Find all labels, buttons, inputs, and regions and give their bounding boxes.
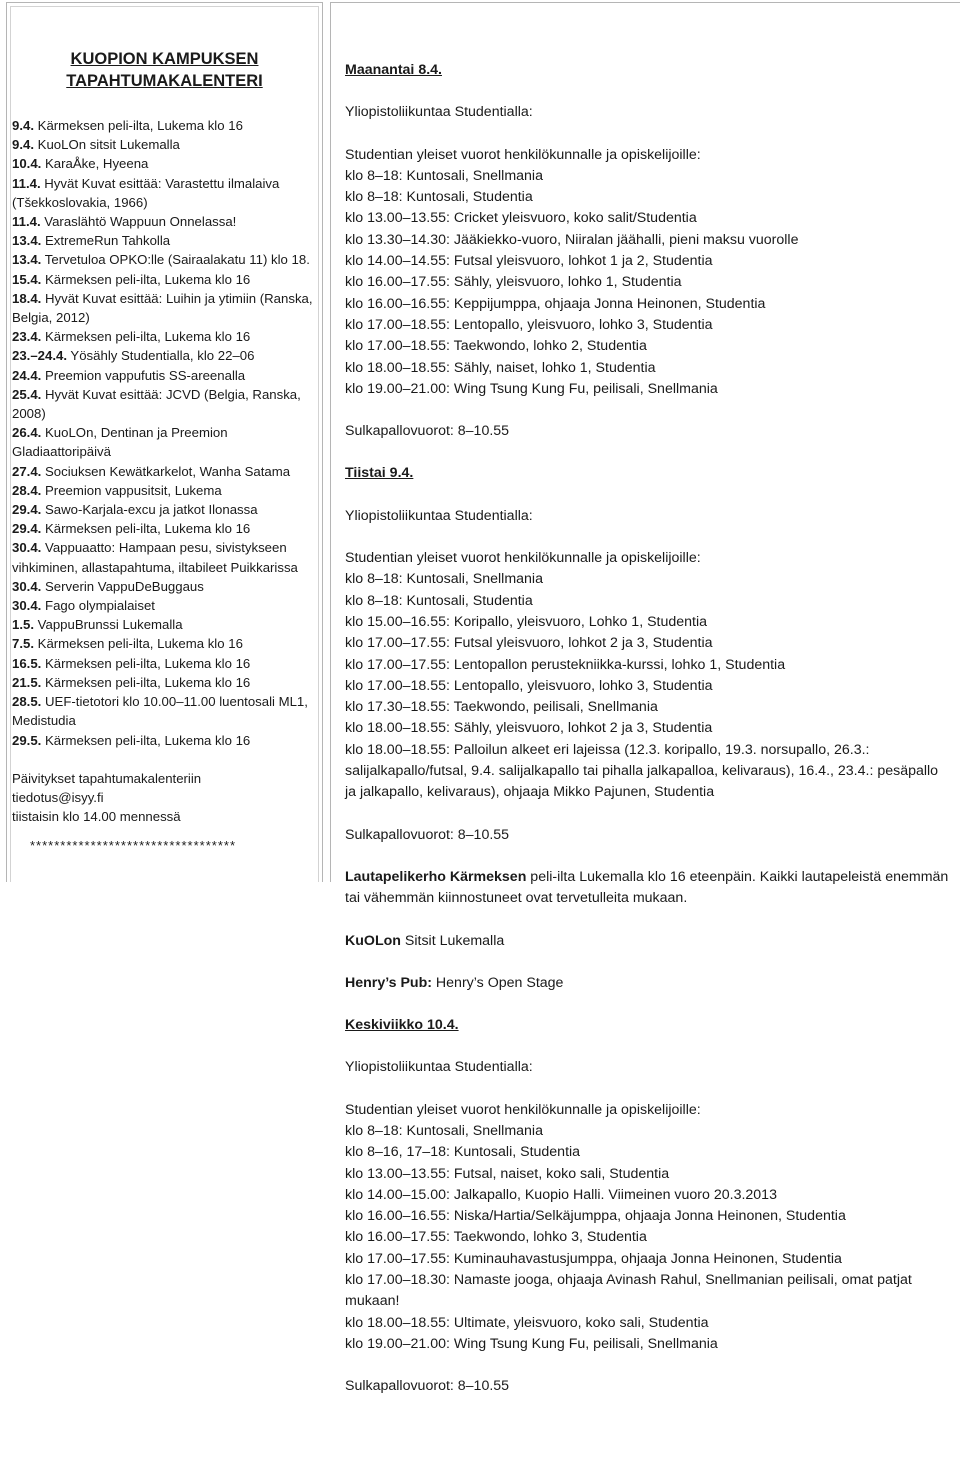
event-item <box>12 615 317 634</box>
event-item <box>12 500 317 519</box>
event-item <box>12 634 317 653</box>
event-date: 30.4. <box>12 598 42 614</box>
event-item <box>12 231 317 250</box>
daily-schedule <box>345 60 950 1398</box>
schedule-item: klo 13.00–13.55: Futsal, naiset, koko sali, Studentia <box>345 1165 670 1182</box>
event-item <box>12 654 317 673</box>
calendar-title-line2: TAPAHTUMAKALENTERI <box>66 72 263 90</box>
event-date: 16.5. <box>12 655 42 671</box>
event-date: 9.4. <box>12 118 34 133</box>
schedule-item: klo 19.00–21.00: Wing Tsung Kung Fu, peilisali, Snellmania <box>345 380 718 397</box>
event-item <box>12 577 317 596</box>
event-item <box>12 519 317 538</box>
schedule-item: klo 8–16, 17–18: Kuntosali, Studentia <box>345 1144 581 1161</box>
main-frame-left <box>330 2 331 882</box>
event-text: UEF-tietotori klo 10.00–11.00 luentosali ML1, Medistudia <box>12 694 308 729</box>
schedule-list-tuesday <box>345 569 950 803</box>
event-date: 24.4. <box>12 367 42 383</box>
main-frame-top <box>330 2 960 3</box>
event-text: Kärmeksen peli-ilta, Lukema klo 16 <box>34 118 243 133</box>
event-date: 13.4. <box>12 233 42 249</box>
event-date: 30.4. <box>12 578 42 594</box>
schedule-item: klo 18.00–18.55: Ultimate, yleisvuoro, koko sali, Studentia <box>345 1314 709 1331</box>
event-text: ExtremeRun Tahkolla <box>41 233 171 249</box>
karmes-event-name: Lautapelikerho Kärmeksen <box>345 868 527 885</box>
intro-tuesday: Studentian yleiset vuorot henkilökunnalle ja opiskelijoille: <box>345 550 701 567</box>
schedule-list-monday <box>345 166 950 400</box>
kuolo-event <box>345 931 950 952</box>
event-date: 30.4. <box>12 540 42 556</box>
schedule-item: klo 19.00–21.00: Wing Tsung Kung Fu, peilisali, Snellmania <box>345 1335 718 1352</box>
event-item <box>12 212 317 231</box>
event-date: 11.4. <box>12 214 41 230</box>
event-date: 13.4. <box>12 252 42 268</box>
event-text: Kärmeksen peli-ilta, Lukema klo 16 <box>41 271 251 287</box>
updates-deadline: tiistaisin klo 14.00 mennessä <box>12 809 181 825</box>
schedule-item: klo 13.30–14.30: Jääkiekko-vuoro, Niiralan jäähalli, pieni maksu vuorolle <box>345 231 799 248</box>
event-text: Preemion vappusitsit, Lukema <box>41 482 222 498</box>
schedule-item: klo 18.00–18.55: Sähly, yleisvuoro, lohkot 2 ja 3, Studentia <box>345 720 713 737</box>
event-text: Kärmeksen peli-ilta, Lukema klo 16 <box>41 674 251 690</box>
schedule-item: klo 13.00–13.55: Cricket yleisvuoro, koko salit/Studentia <box>345 210 697 227</box>
schedule-item: klo 16.00–16.55: Niska/Hartia/Selkäjumppa, ohjaaja Jonna Heinonen, Studentia <box>345 1208 846 1225</box>
event-item <box>12 538 317 576</box>
event-item <box>12 596 317 615</box>
schedule-item: klo 17.00–17.55: Futsal yleisvuoro, lohkot 2 ja 3, Studentia <box>345 635 713 652</box>
day-title-wednesday: Keskiviikko 10.4. <box>345 1017 459 1034</box>
event-date: 28.5. <box>12 694 42 710</box>
badminton-tuesday: Sulkapallovuorot: 8–10.55 <box>345 826 510 843</box>
event-item <box>12 154 317 173</box>
event-item <box>12 346 317 365</box>
event-date: 7.5. <box>12 636 34 652</box>
event-item <box>12 270 317 289</box>
schedule-item: klo 14.00–15.00: Jalkapallo, Kuopio Halli. Viimeinen vuoro 20.3.2013 <box>345 1186 777 1203</box>
event-item <box>12 327 317 346</box>
karmes-event-text: peli-ilta Lukemalla klo 16 eteenpäin. Kaikki lautapeleistä enemmän tai vähemmän kiinnostuneet ovat tervetulleita mukaan. <box>345 868 949 907</box>
event-text: KuoLOn, Dentinan ja Preemion Gladiaattoripäivä <box>12 425 228 460</box>
schedule-item: klo 8–18: Kuntosali, Studentia <box>345 592 533 609</box>
event-text: Varaslähtö Wappuun Onnelassa! <box>40 214 237 230</box>
event-text: Kärmeksen peli-ilta, Lukema klo 16 <box>34 636 243 652</box>
event-item <box>12 174 317 212</box>
event-text: Hyvät Kuvat esittää: Varastettu ilmalaiva (Tšekkoslovakia, 1966) <box>12 175 280 210</box>
kuolo-event-text: Sitsit Lukemalla <box>400 932 505 949</box>
event-item <box>12 385 317 423</box>
event-date: 9.4. <box>12 137 34 153</box>
event-text: Preemion vappufutis SS-areenalla <box>41 367 246 383</box>
event-date: 29.4. <box>12 521 42 537</box>
event-text: Tervetuloa OPKO:lle (Sairaalakatu 11) klo 18. <box>41 252 310 268</box>
kuolo-event-name: KuOLon <box>345 932 401 949</box>
schedule-item: klo 17.30–18.55: Taekwondo, peilisali, Snellmania <box>345 699 658 716</box>
calendar-title <box>12 48 317 92</box>
event-date: 29.5. <box>12 732 42 748</box>
event-date: 10.4. <box>12 156 42 172</box>
event-date: 18.4. <box>12 290 42 306</box>
schedule-item: klo 8–18: Kuntosali, Snellmania <box>345 571 543 588</box>
badminton-monday: Sulkapallovuorot: 8–10.55 <box>345 423 510 440</box>
event-date: 26.4. <box>12 425 42 441</box>
event-item <box>12 462 317 481</box>
schedule-list-wednesday <box>345 1121 950 1355</box>
event-date: 25.4. <box>12 386 42 402</box>
event-text: Sociuksen Kewätkarkelot, Wanha Satama <box>41 463 291 479</box>
event-text: Vappuaatto: Hampaan pesu, sivistykseen vihkiminen, allastapahtuma, iltabileet Puikkarissa <box>12 540 298 575</box>
schedule-item: klo 15.00–16.55: Koripallo, yleisvuoro, Lohko 1, Studentia <box>345 613 708 630</box>
updates-text: Päivitykset tapahtumakalenteriin <box>12 770 202 786</box>
event-item <box>12 731 317 750</box>
schedule-item: klo 16.00–17.55: Sähly, yleisvuoro, lohko 1, Studentia <box>345 274 682 291</box>
schedule-item: klo 17.00–17.55: Lentopallon perustekniikka-kurssi, lohko 1, Studentia <box>345 656 786 673</box>
event-item <box>12 289 317 327</box>
event-item <box>12 366 317 385</box>
event-text: Kärmeksen peli-ilta, Lukema klo 16 <box>41 329 251 345</box>
schedule-item: klo 17.00–18.55: Lentopallo, yleisvuoro, lohko 3, Studentia <box>345 316 713 333</box>
org-heading-monday: Yliopistoliikuntaa Studentialla: <box>345 104 533 121</box>
schedule-item: klo 8–18: Kuntosali, Studentia <box>345 189 533 206</box>
event-item <box>12 250 317 269</box>
event-item <box>12 692 317 730</box>
event-text: Kärmeksen peli-ilta, Lukema klo 16 <box>41 655 251 671</box>
day-title-monday: Maanantai 8.4. <box>345 62 442 78</box>
event-date: 29.4. <box>12 502 42 518</box>
event-item <box>12 135 317 154</box>
org-heading-tuesday: Yliopistoliikuntaa Studentialla: <box>345 507 533 524</box>
henrys-event <box>345 973 950 994</box>
event-text: Hyvät Kuvat esittää: JCVD (Belgia, Ranska, 2008) <box>12 386 301 422</box>
updates-email[interactable]: tiedotus@isyy.fi <box>12 789 104 805</box>
event-date: 11.4. <box>12 175 41 191</box>
event-date: 15.4. <box>12 271 42 287</box>
henrys-event-name: Henry’s Pub: <box>345 974 432 991</box>
schedule-item: klo 17.00–18.30: Namaste jooga, ohjaaja Avinash Rahul, Snellmanian peilisali, omat patjat mukaan! <box>345 1272 912 1310</box>
event-item <box>12 481 317 500</box>
event-date: 28.4. <box>12 482 42 498</box>
event-item <box>12 673 317 692</box>
event-text: KaraÅke, Hyeena <box>41 156 149 172</box>
calendar-title-line1: KUOPION KAMPUKSEN <box>70 50 259 68</box>
henrys-event-text: Henry’s Open Stage <box>431 974 564 991</box>
event-date: 23.–24.4. <box>12 348 67 364</box>
event-text: Serverin VappuDeBuggaus <box>41 578 204 594</box>
separator-stars: ********************************** <box>30 838 237 854</box>
schedule-item: klo 16.00–16.55: Keppijumppa, ohjaaja Jonna Heinonen, Studentia <box>345 295 766 312</box>
event-text: Fago olympialaiset <box>41 598 155 614</box>
event-text: VappuBrunssi Lukemalla <box>34 617 183 633</box>
schedule-item: klo 17.00–18.55: Lentopallo, yleisvuoro, lohko 3, Studentia <box>345 677 713 694</box>
event-date: 21.5. <box>12 674 42 690</box>
intro-wednesday: Studentian yleiset vuorot henkilökunnalle ja opiskelijoille: <box>345 1101 701 1118</box>
event-text: Kärmeksen peli-ilta, Lukema klo 16 <box>41 732 251 748</box>
schedule-item: klo 14.00–14.55: Futsal yleisvuoro, lohkot 1 ja 2, Studentia <box>345 253 713 270</box>
event-item <box>12 423 317 461</box>
day-title-tuesday: Tiistai 9.4. <box>345 465 414 482</box>
event-date: 27.4. <box>12 463 42 479</box>
event-date: 23.4. <box>12 329 42 345</box>
event-text: Hyvät Kuvat esittää: Luihin ja ytimiin (Ranska, Belgia, 2012) <box>12 290 313 326</box>
schedule-item: klo 17.00–17.55: Kuminauhavastusjumppa, ohjaaja Jonna Heinonen, Studentia <box>345 1250 842 1267</box>
event-date: 1.5. <box>12 617 34 633</box>
schedule-item: klo 18.00–18.55: Sähly, naiset, lohko 1, Studentia <box>345 359 656 376</box>
event-calendar-sidebar <box>12 48 317 856</box>
intro-monday: Studentian yleiset vuorot henkilökunnalle ja opiskelijoille: <box>345 146 701 163</box>
org-heading-wednesday: Yliopistoliikuntaa Studentialla: <box>345 1059 533 1076</box>
schedule-item: klo 8–18: Kuntosali, Snellmania <box>345 167 543 184</box>
event-item <box>12 116 317 135</box>
badminton-wednesday: Sulkapallovuorot: 8–10.55 <box>345 1378 510 1395</box>
event-text: Sawo-Karjala-excu ja jatkot Ilonassa <box>41 502 258 518</box>
event-text: KuoLOn sitsit Lukemalla <box>34 137 180 153</box>
schedule-item: klo 18.00–18.55: Palloilun alkeet eri lajeissa (12.3. koripallo, 19.3. norsupallo, 26.3.: salijalkapallo/futsal, 9.4. salijalkapallo tai pihalla jalkapalloa, kelivaraus), 16.4., 23.4.: pesäpallo ja jalkapallo, kelivaraus), ohjaaja Mikko Pajunen, Studentia <box>345 741 939 801</box>
schedule-item: klo 17.00–18.55: Taekwondo, lohko 2, Studentia <box>345 338 647 355</box>
schedule-item: klo 16.00–17.55: Taekwondo, lohko 3, Studentia <box>345 1229 647 1246</box>
karmes-event <box>345 867 950 910</box>
event-text: Kärmeksen peli-ilta, Lukema klo 16 <box>41 521 251 537</box>
event-text: Yösähly Studentialla, klo 22–06 <box>67 348 255 364</box>
event-list <box>12 116 317 750</box>
schedule-item: klo 8–18: Kuntosali, Snellmania <box>345 1122 543 1139</box>
